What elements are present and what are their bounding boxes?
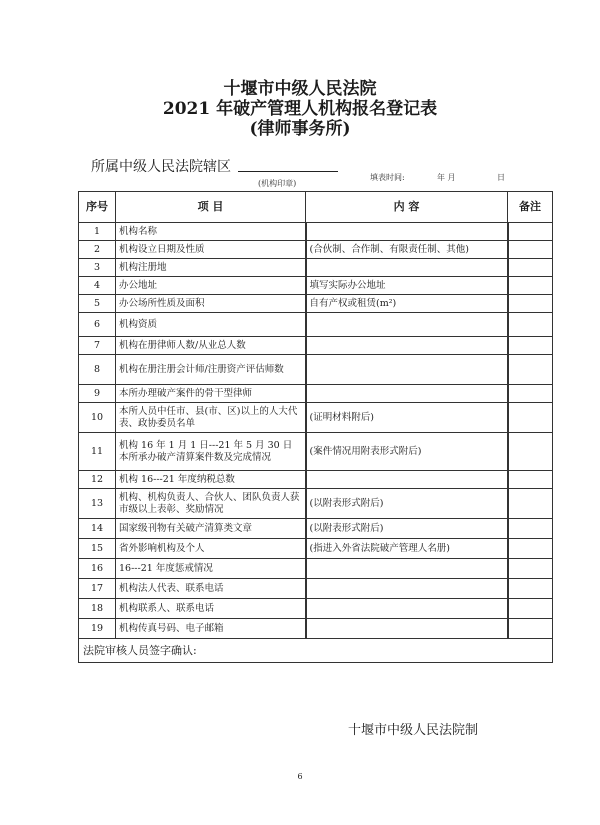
row-content[interactable]	[306, 313, 508, 337]
header-item: 项 目	[116, 192, 306, 223]
row-content[interactable]: (以附表形式附后)	[306, 519, 508, 539]
row-content[interactable]	[306, 259, 508, 277]
row-remark[interactable]	[508, 313, 553, 337]
table-row	[79, 385, 553, 403]
table-row	[79, 259, 553, 277]
row-content[interactable]: (案件情况用附表形式附后)	[306, 433, 508, 471]
row-item: 本所人员中任市、县(市、区)以上的人大代表、政协委员名单	[116, 403, 306, 433]
issuer-footer: 十堰市中级人民法院制	[348, 723, 479, 738]
row-remark[interactable]	[508, 599, 553, 619]
district-label: 所属中级人民法院辖区	[91, 159, 231, 175]
row-index: 15	[79, 539, 116, 559]
row-index: 5	[79, 295, 116, 313]
row-remark[interactable]	[508, 519, 553, 539]
row-item: 省外影响机构及个人	[116, 539, 306, 559]
row-content[interactable]	[306, 559, 508, 579]
row-index: 9	[79, 385, 116, 403]
table-row	[79, 471, 553, 489]
row-content[interactable]	[306, 579, 508, 599]
document-title: 十堰市中级人民法院	[223, 79, 377, 99]
row-remark[interactable]	[508, 277, 553, 295]
row-item: 机构 16---21 年度纳税总数	[116, 471, 306, 489]
document-category: (律师事务所)	[249, 119, 351, 139]
table-row	[79, 579, 553, 599]
row-item: 机构、机构负责人、合伙人、团队负责人获市级以上表彰、奖励情况	[116, 489, 306, 519]
row-content[interactable]: 自有产权或租赁(m²)	[306, 295, 508, 313]
row-item: 机构名称	[116, 223, 306, 241]
row-index: 4	[79, 277, 116, 295]
row-item: 办公场所性质及面积	[116, 295, 306, 313]
row-index: 1	[79, 223, 116, 241]
row-index: 14	[79, 519, 116, 539]
row-remark[interactable]	[508, 619, 553, 639]
row-remark[interactable]	[508, 539, 553, 559]
row-index: 16	[79, 559, 116, 579]
row-index: 13	[79, 489, 116, 519]
row-content[interactable]: (合伙制、合作制、有限责任制、其他)	[306, 241, 508, 259]
row-remark[interactable]	[508, 403, 553, 433]
row-content[interactable]: (以附表形式附后)	[306, 489, 508, 519]
row-index: 3	[79, 259, 116, 277]
signature-label: 法院审核人员签字确认:	[79, 639, 553, 663]
row-index: 6	[79, 313, 116, 337]
row-content[interactable]: (指进入外省法院破产管理人名册)	[306, 539, 508, 559]
header-index: 序号	[79, 192, 116, 223]
row-index: 7	[79, 337, 116, 355]
row-item: 机构 16 年 1 月 1 日---21 年 5 月 30 日本所承办破产清算案件数及完成情况	[116, 433, 306, 471]
row-item: 本所办理破产案件的骨干型律师	[116, 385, 306, 403]
row-index: 8	[79, 355, 116, 385]
row-content[interactable]	[306, 385, 508, 403]
row-item: 机构在册注册会计师/注册资产评估师数	[116, 355, 306, 385]
row-content[interactable]: (证明材料附后)	[306, 403, 508, 433]
fill-time-year-month: 年 月	[437, 173, 456, 182]
table-row	[79, 337, 553, 355]
row-item: 机构资质	[116, 313, 306, 337]
table-row	[79, 519, 553, 539]
row-remark[interactable]	[508, 559, 553, 579]
row-remark[interactable]	[508, 489, 553, 519]
row-content[interactable]: 填写实际办公地址	[306, 277, 508, 295]
row-item: 机构传真号码、电子邮箱	[116, 619, 306, 639]
row-item: 机构设立日期及性质	[116, 241, 306, 259]
page-number: 6	[297, 772, 303, 781]
row-index: 2	[79, 241, 116, 259]
row-item: 机构在册律师人数/从业总人数	[116, 337, 306, 355]
row-remark[interactable]	[508, 259, 553, 277]
row-item: 国家级刊物有关破产清算类文章	[116, 519, 306, 539]
table-row	[79, 313, 553, 337]
row-index: 18	[79, 599, 116, 619]
row-remark[interactable]	[508, 337, 553, 355]
row-item: 16---21 年度惩戒情况	[116, 559, 306, 579]
signature-row	[79, 639, 553, 663]
row-content[interactable]	[306, 337, 508, 355]
row-item: 机构注册地	[116, 259, 306, 277]
document-subtitle: 2021 年破产管理人机构报名登记表	[162, 99, 438, 119]
row-remark[interactable]	[508, 241, 553, 259]
row-index: 11	[79, 433, 116, 471]
row-item: 机构联系人、联系电话	[116, 599, 306, 619]
table-row	[79, 295, 553, 313]
row-content[interactable]	[306, 355, 508, 385]
table-row	[79, 355, 553, 385]
row-index: 10	[79, 403, 116, 433]
table-row	[79, 433, 553, 471]
row-remark[interactable]	[508, 223, 553, 241]
seal-label: (机构印章)	[258, 179, 297, 188]
table-row	[79, 403, 553, 433]
table-row	[79, 599, 553, 619]
row-item: 办公地址	[116, 277, 306, 295]
district-fill-line	[238, 171, 338, 172]
row-remark[interactable]	[508, 433, 553, 471]
table-row	[79, 539, 553, 559]
header-remark: 备注	[508, 192, 553, 223]
row-content[interactable]	[306, 619, 508, 639]
fill-time-day: 日	[497, 173, 505, 182]
table-header-row	[79, 192, 553, 223]
table-row	[79, 489, 553, 519]
row-remark[interactable]	[508, 295, 553, 313]
table-row	[79, 559, 553, 579]
fill-time-label: 填表时间:	[370, 173, 405, 182]
row-index: 17	[79, 579, 116, 599]
row-content[interactable]	[306, 471, 508, 489]
row-content[interactable]	[306, 599, 508, 619]
registration-table	[78, 191, 553, 663]
row-remark[interactable]	[508, 471, 553, 489]
table-row	[79, 277, 553, 295]
row-index: 12	[79, 471, 116, 489]
row-remark[interactable]	[508, 355, 553, 385]
table-row	[79, 241, 553, 259]
row-content[interactable]	[306, 223, 508, 241]
row-index: 19	[79, 619, 116, 639]
table-row	[79, 223, 553, 241]
table-row	[79, 619, 553, 639]
row-remark[interactable]	[508, 385, 553, 403]
row-item: 机构法人代表、联系电话	[116, 579, 306, 599]
header-content: 内 容	[306, 192, 508, 223]
row-remark[interactable]	[508, 579, 553, 599]
